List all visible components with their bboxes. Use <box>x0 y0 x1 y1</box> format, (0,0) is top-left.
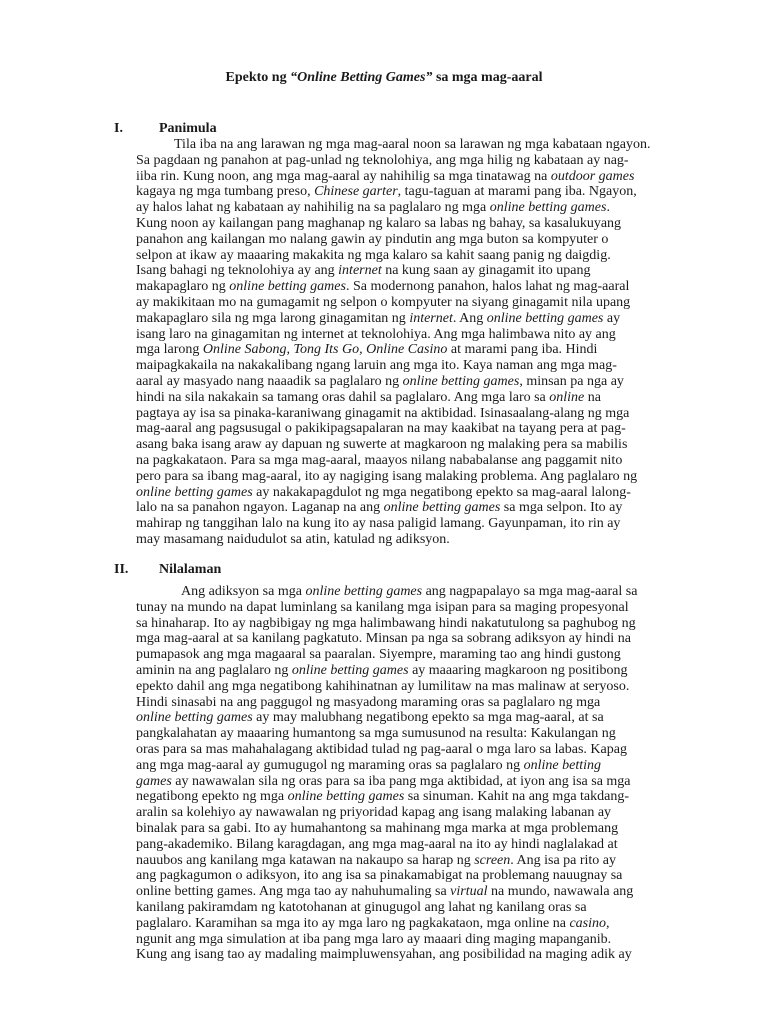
text-line: aaral ay masyado nang naaadik sa paglalaro ng online betting games, minsan pa nga ay <box>136 373 624 389</box>
text-line: iiba rin. Kung noon, ang mga mag-aaral ay nahihilig sa mga tinatawag na outdoor games <box>136 168 635 184</box>
italic-term: online betting games <box>136 484 253 500</box>
italic-term: online betting games <box>229 279 346 295</box>
title-italic: “Online Betting Games” <box>290 70 433 85</box>
italic-term: internet <box>409 310 453 326</box>
title-prefix: Epekto ng <box>225 70 291 85</box>
italic-term: internet <box>338 263 382 279</box>
italic-term: Online Sabong, Tong Its Go, Online Casino <box>202 342 448 358</box>
text-line: ang pagkagumon o adiksyon, ito ang isa sa pinakamabigat na problemang nauugnay sa <box>136 868 623 884</box>
text-line: nauubos ang kanilang mga katawan na nakaupo sa harap ng screen. Ang isa pa rito ay <box>136 852 617 868</box>
text-line: online betting games. Ang mga tao ay nahuhumaling sa virtual na mundo, nawawala ang <box>136 884 634 900</box>
italic-term: games <box>136 773 172 789</box>
italic-term: online betting games <box>486 310 604 326</box>
text-line: pagtaya ay isa sa pinaka-karaniwang ginagamit na aktibidad. Isinasaalang-alang ng mga <box>136 405 630 421</box>
italic-term: online <box>549 389 585 405</box>
text-line: selpon at ikaw ay maaaring makakita ng mga kalaro sa kahit saang panig ng daigdig. <box>136 247 611 263</box>
text-line: may masamang naidudulot sa atin, katulad ng adiksyon. <box>136 531 450 547</box>
text-line: asang baka isang araw ay dapuan ng suwerte at magkaroon ng malaking pera sa mabilis <box>136 437 628 453</box>
text-line: kagaya ng mga tumbang preso, Chinese garter, tagu-taguan at marami pang iba. Ngayon, <box>136 184 637 200</box>
text-line: mga larong Online Sabong, Tong Its Go, Online Casino at marami pang iba. Hindi <box>136 342 598 358</box>
text-line: ay makikitaan mo na gumagamit ng selpon o kompyuter na siyang ginagamit nila upang <box>136 294 631 310</box>
italic-term: online betting games <box>489 200 607 216</box>
text-line: mahirap ng tanggihan lalo na kung ito ay nasa paligid lamang. Gayunpaman, ito rin ay <box>136 516 621 532</box>
text-line: ngunit ang mga simulation at iba pang mga laro ay maaari ding maging mapanganib. <box>136 931 612 947</box>
italic-term: online betting games <box>136 710 253 726</box>
text-line: Kung ang isang tao ay madaling maimpluwensyahan, ang posibilidad na maging adik ay <box>136 947 632 963</box>
text-line: maipagkakaila na nakakalibang ngang laruin ang mga ito. Kaya naman ang mga mag- <box>136 358 617 374</box>
section-heading: Nilalaman <box>159 562 222 577</box>
text-line: tunay na mundo na dapat luminlang sa kanilang mga isipan para sa maging propesyonal <box>136 599 629 615</box>
text-line: ay halos lahat ng kabataan ay nahihilig na sa paglalaro ng mga online betting games. <box>136 200 610 216</box>
text-line: Kung noon ay kailangan pang maghanap ng kalaro sa labas ng bahay, sa kasalukuyang <box>136 215 622 231</box>
text-line: makapaglaro sila ng mga larong ginagamitan ng internet. Ang online betting games ay <box>136 310 621 326</box>
text-line: lalo na sa panahon ngayon. Laganap na ang online betting games sa mga selpon. Ito ay <box>136 500 623 516</box>
text-line: pero para sa ibang mag-aaral, ito ay nagiging isang malaking problema. Ang paglalaro ng <box>136 468 638 484</box>
text-line: mag-aaral ang pagsusugal o pakikipagsapalaran na may kaakibat na tayang pera at pag- <box>136 421 626 437</box>
section-number: I. <box>114 121 123 136</box>
text-line: Ang adiksyon sa mga online betting games ang nagpapalayo sa mga mag-aaral sa <box>181 584 638 599</box>
italic-term: online betting games <box>383 500 501 516</box>
text-line: aralin sa kolehiyo ay nawawalan ng priyoridad kapag ang isang malaking labanan ay <box>136 805 612 821</box>
text-line: makapaglaro ng online betting games. Sa modernong panahon, halos lahat ng mag-aaral <box>136 279 630 295</box>
text-line: Tila iba na ang larawan ng mga mag-aaral noon sa larawan ng mga kabataan ngayon. <box>174 137 651 152</box>
text-line: online betting games ay nakakapagdulot ng mga negatibong epekto sa mag-aaral lalong- <box>136 484 631 500</box>
section-body <box>136 584 674 963</box>
text-line: sa hinaharap. Ito ay nagbibigay ng mga halimbawang hindi nakatutulong sa paghubog ng <box>136 615 636 631</box>
section-number: II. <box>114 562 129 577</box>
text-line: isang laro na ginagamitan ng internet at teknolohiya. Ang mga halimbawa nito ay ang <box>136 326 616 342</box>
document-title <box>0 70 768 86</box>
italic-term: casino <box>569 915 607 931</box>
text-line: pumapasok ang mga magaaral sa paaralan. Siyempre, maraming tao ang hindi gustong <box>136 647 621 663</box>
text-line: epekto dahil ang mga negatibong kahihinatnan ay lumilitaw na mas malinaw at seryoso. <box>136 678 630 694</box>
text-line: Isang bahagi ng teknolohiya ay ang internet na kung saan ay ginagamit ito upang <box>136 263 591 279</box>
text-line: pangkalahatan ay maaaring humantong sa mga sumusunod na resulta: Kakulangan ng <box>136 726 616 742</box>
section-body <box>136 137 674 548</box>
italic-term: online betting games <box>305 584 423 599</box>
text-line: aminin na ang paglalaro ng online betting games ay maaaring magkaroon ng positibong <box>136 662 628 678</box>
text-line: na pagkakataon. Para sa mga mag-aaral, maayos nilang nababalanse ang paggamit nito <box>136 452 623 468</box>
text-line: games ay nawawalan sila ng oras para sa iba pang mga aktibidad, at iyon ang isa sa mga <box>136 773 631 789</box>
text-line: negatibong epekto ng mga online betting games sa sinuman. Kahit na ang mga takdang- <box>136 789 630 805</box>
section-heading: Panimula <box>159 121 217 136</box>
text-line: panahon ang kailangan mo nalang gawin ay pindutin ang mga buton sa kompyuter o <box>136 231 609 247</box>
text-line: mga mag-aaral at sa kanilang pagkatuto. Minsan pa nga sa sobrang adiksyon ay hindi na <box>136 631 631 647</box>
text-line: online betting games ay may malubhang negatibong epekto sa mga mag-aaral, at sa <box>136 710 604 726</box>
italic-term: online betting games <box>287 789 405 805</box>
text-line: Hindi sinasabi na ang paggugol ng masyadong maraming oras sa paglalaro ng mga <box>136 694 601 710</box>
text-line: kanilang pakiramdam ng katotohanan at ginugugol ang lahat ng kanilang oras sa <box>136 899 587 915</box>
italic-term: online betting games <box>291 662 409 678</box>
italic-term: Chinese garter <box>314 184 398 200</box>
text-line: paglalaro. Karamihan sa mga ito ay mga laro ng pagkakataon, mga online na casino, <box>136 915 610 931</box>
italic-term: outdoor games <box>550 168 635 184</box>
text-line: binalak para sa gabi. Ito ay humahantong sa mahinang mga marka at mga problemang <box>136 820 619 836</box>
italic-term: screen <box>474 852 511 868</box>
text-line: hindi na sila nakakain sa tamang oras dahil sa paglalaro. Ang mga laro sa online na <box>136 389 601 405</box>
text-line: ang mga mag-aaral ay gumugugol ng maraming oras sa paglalaro ng online betting <box>136 757 601 773</box>
title-suffix: sa mga mag-aaral <box>432 70 543 85</box>
text-line: Sa pagdaan ng panahon at pag-unlad ng teknolohiya, ang mga hilig ng kabataan ay nag- <box>136 152 629 168</box>
text-line: pang-akademiko. Bilang karagdagan, ang mga mag-aaral na ito ay hindi naglalakad at <box>136 836 618 852</box>
italic-term: online betting <box>523 757 601 773</box>
italic-term: virtual <box>450 884 488 900</box>
text-line: oras para sa mas mahahalagang aktibidad tulad ng pag-aaral o mga laro sa labas. Kapag <box>136 741 627 757</box>
italic-term: online betting games <box>402 373 520 389</box>
